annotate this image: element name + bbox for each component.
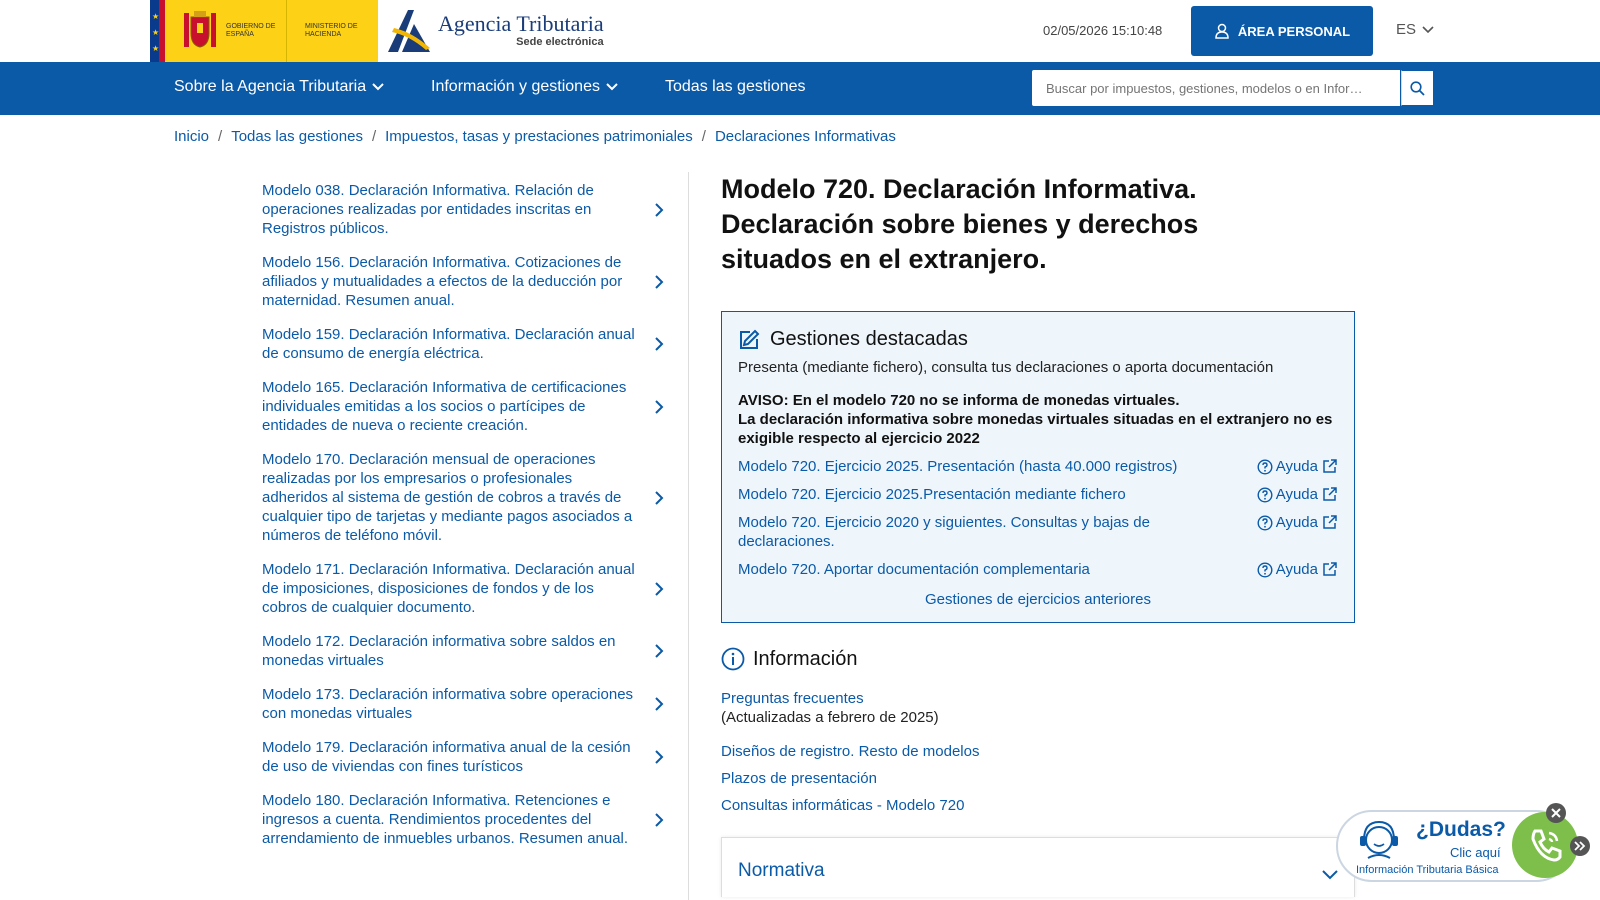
help-icon bbox=[1257, 562, 1273, 578]
gestion-link[interactable]: Modelo 720. Ejercicio 2025.Presentación mediante fichero bbox=[738, 486, 1126, 503]
ayuda-link[interactable]: Ayuda bbox=[1257, 513, 1338, 551]
phone-icon bbox=[1525, 825, 1565, 865]
sidebar-item[interactable] bbox=[262, 632, 672, 670]
sidebar-item[interactable] bbox=[262, 685, 672, 723]
sidebar-item-label: Modelo 156. Declaración Informativa. Cotizaciones de afiliados y mutualidades a efectos de la deducción por maternidad. Resumen anual. bbox=[262, 254, 623, 309]
gestion-row bbox=[738, 485, 1338, 504]
chevron-right-icon bbox=[654, 202, 664, 218]
sidebar-item[interactable] bbox=[262, 325, 672, 363]
eu-flag-strip: ★ ★ ★ bbox=[150, 0, 172, 62]
dudas-cta: Clic aquí bbox=[1450, 845, 1501, 860]
top-header bbox=[0, 0, 1600, 62]
language-selector[interactable]: ES bbox=[1396, 21, 1434, 38]
chevron-right-icon bbox=[654, 399, 664, 415]
page-title: Modelo 720. Declaración Informativa. Declaración sobre bienes y derechos situados en el extranjero. bbox=[721, 174, 1199, 274]
sidebar-item-label: Modelo 165. Declaración Informativa de certificaciones individuales emitidas a los socios o partícipes de entidades de nueva o reciente creación. bbox=[262, 379, 627, 434]
sidebar-item-label: Modelo 159. Declaración Informativa. Declaración anual de consumo de energía eléctrica. bbox=[262, 326, 635, 362]
breadcrumb-todas-gestiones[interactable]: Todas las gestiones bbox=[231, 128, 363, 145]
chevron-right-icon bbox=[654, 749, 664, 765]
gestion-row bbox=[738, 457, 1338, 476]
gestion-link[interactable]: Modelo 720. Ejercicio 2025. Presentación (hasta 40.000 registros) bbox=[738, 458, 1178, 475]
gestion-row bbox=[738, 560, 1338, 579]
ejercicios-anteriores-link[interactable]: Gestiones de ejercicios anteriores bbox=[925, 591, 1151, 608]
help-icon bbox=[1257, 459, 1273, 475]
sidebar-item[interactable] bbox=[262, 450, 672, 545]
gestion-row bbox=[738, 513, 1338, 551]
normativa-label: Normativa bbox=[738, 860, 825, 881]
informacion-section bbox=[721, 647, 1355, 671]
brand-name: Agencia Tributaria bbox=[438, 11, 604, 36]
dudas-title: ¿Dudas? bbox=[1416, 818, 1506, 841]
sidebar-item-label: Modelo 180. Declaración Informativa. Retenciones e ingresos a cuenta. Rendimientos procedentes del arrendamiento de inmuebles urbanos. Resumen anual. bbox=[262, 792, 629, 847]
sidebar-item-label: Modelo 172. Declaración informativa sobre saldos en monedas virtuales bbox=[262, 633, 616, 669]
chevron-down-icon bbox=[1322, 870, 1338, 880]
disenos-registro-link[interactable]: Diseños de registro. Resto de modelos bbox=[721, 743, 980, 760]
ayuda-link[interactable]: Ayuda bbox=[1257, 560, 1338, 579]
main-content bbox=[721, 172, 1355, 897]
chevron-right-icon bbox=[654, 696, 664, 712]
chevron-down-icon bbox=[1422, 26, 1434, 34]
chevron-down-icon bbox=[372, 83, 384, 91]
chevron-right-icon bbox=[654, 336, 664, 352]
faq-note: (Actualizadas a febrero de 2025) bbox=[721, 709, 939, 726]
area-personal-button[interactable] bbox=[1191, 6, 1373, 56]
double-chevron-right-icon bbox=[1574, 841, 1586, 851]
phone-button[interactable] bbox=[1512, 812, 1578, 878]
gobierno-logo[interactable] bbox=[150, 0, 378, 62]
sidebar-item-label: Modelo 038. Declaración Informativa. Relación de operaciones realizadas por entidades inscritas en Registros públicos. bbox=[262, 182, 594, 237]
breadcrumb-declaraciones[interactable]: Declaraciones Informativas bbox=[714, 128, 896, 145]
aviso-text: AVISO: En el modelo 720 no se informa de monedas virtuales. La declaración informativa sobre monedas virtuales situadas en el extranjero no es exigible respecto al ejercicio 2022 bbox=[738, 392, 1333, 447]
nav-sobre-agencia[interactable]: Sobre la Agencia Tributaria bbox=[174, 78, 384, 96]
user-icon bbox=[1214, 23, 1230, 39]
expand-widget-button[interactable] bbox=[1570, 836, 1590, 856]
at-mark-icon bbox=[386, 8, 432, 52]
help-icon bbox=[1257, 515, 1273, 531]
sidebar-nav bbox=[262, 181, 672, 863]
ayuda-link[interactable]: Ayuda bbox=[1257, 457, 1338, 476]
chevron-right-icon bbox=[654, 643, 664, 659]
sidebar-item-label: Modelo 171. Declaración Informativa. Declaración anual de imposiciones, disposiciones de fondos y de los cobros de cualquier documento. bbox=[262, 561, 635, 616]
sidebar-item[interactable] bbox=[262, 738, 672, 776]
external-link-icon bbox=[1322, 458, 1338, 474]
gestion-link[interactable]: Modelo 720. Ejercicio 2020 y siguientes. Consultas y bajas de declaraciones. bbox=[738, 514, 1150, 550]
brand-sub: Sede electrónica bbox=[516, 36, 604, 48]
close-icon bbox=[1551, 808, 1561, 818]
gestiones-destacadas-panel bbox=[721, 311, 1355, 623]
nav-informacion-gestiones[interactable]: Información y gestiones bbox=[431, 78, 618, 96]
external-link-icon bbox=[1322, 561, 1338, 577]
datetime: 02/05/2026 15:10:48 bbox=[1043, 23, 1163, 38]
chevron-right-icon bbox=[654, 812, 664, 828]
nav-todas-gestiones[interactable]: Todas las gestiones bbox=[665, 78, 806, 95]
external-link-icon bbox=[1322, 486, 1338, 502]
gov-text: GOBIERNO DE ESPAÑA bbox=[226, 23, 276, 38]
ministry-text: MINISTERIO DE HACIENDA bbox=[305, 23, 358, 38]
info-heading: Información bbox=[753, 647, 858, 670]
sidebar-item[interactable] bbox=[262, 560, 672, 617]
chevron-right-icon bbox=[654, 490, 664, 506]
search-icon bbox=[1410, 81, 1425, 96]
breadcrumb: Inicio / Todas las gestiones / Impuestos, tasas y prestaciones patrimoniales / Declaraciones Informativas bbox=[174, 128, 896, 145]
dudas-sub: Información Tributaria Básica bbox=[1356, 864, 1499, 876]
featured-description: Presenta (mediante fichero), consulta tus declaraciones o aporta documentación bbox=[738, 359, 1274, 376]
sidebar-item[interactable] bbox=[262, 791, 672, 848]
featured-heading: Gestiones destacadas bbox=[770, 328, 968, 350]
divider bbox=[688, 172, 689, 900]
sidebar-item[interactable] bbox=[262, 181, 672, 238]
agencia-tributaria-logo[interactable] bbox=[386, 8, 604, 52]
headset-agent-icon bbox=[1352, 818, 1406, 866]
normativa-accordion[interactable] bbox=[721, 837, 1355, 897]
help-icon bbox=[1257, 487, 1273, 503]
close-widget-button[interactable] bbox=[1546, 803, 1566, 823]
coat-of-arms-icon bbox=[180, 9, 220, 53]
preguntas-frecuentes-link[interactable]: Preguntas frecuentes bbox=[721, 690, 864, 707]
sidebar-item-label: Modelo 179. Declaración informativa anual de la cesión de uso de viviendas con fines turísticos bbox=[262, 739, 631, 775]
sidebar-item-label: Modelo 170. Declaración mensual de operaciones realizadas por los empresarios o profesionales adheridos al sistema de gestión de cobros a través de cualquier tipo de tarjetas y mediante pagos asociados a números de teléfono móvil. bbox=[262, 451, 633, 544]
gestion-link[interactable]: Modelo 720. Aportar documentación complementaria bbox=[738, 561, 1090, 578]
search-button[interactable] bbox=[1401, 70, 1434, 106]
search-input[interactable] bbox=[1032, 70, 1400, 106]
chevron-right-icon bbox=[654, 581, 664, 597]
chevron-down-icon bbox=[606, 83, 618, 91]
ayuda-link[interactable]: Ayuda bbox=[1257, 485, 1338, 504]
area-personal-label: ÁREA PERSONAL bbox=[1237, 23, 1351, 39]
sidebar-item-label: Modelo 173. Declaración informativa sobre operaciones con monedas virtuales bbox=[262, 686, 634, 722]
main-nav bbox=[0, 62, 1600, 115]
chevron-right-icon bbox=[654, 274, 664, 290]
info-icon bbox=[721, 647, 745, 671]
external-link-icon bbox=[1322, 514, 1338, 530]
breadcrumb-impuestos[interactable]: Impuestos, tasas y prestaciones patrimoniales bbox=[385, 128, 693, 145]
plazos-presentacion-link[interactable]: Plazos de presentación bbox=[721, 770, 877, 787]
consultas-informaticas-link[interactable]: Consultas informáticas - Modelo 720 bbox=[721, 797, 965, 814]
edit-icon bbox=[738, 329, 760, 351]
sidebar-item[interactable] bbox=[262, 253, 672, 310]
breadcrumb-inicio[interactable]: Inicio bbox=[174, 128, 210, 145]
sidebar-item[interactable] bbox=[262, 378, 672, 435]
